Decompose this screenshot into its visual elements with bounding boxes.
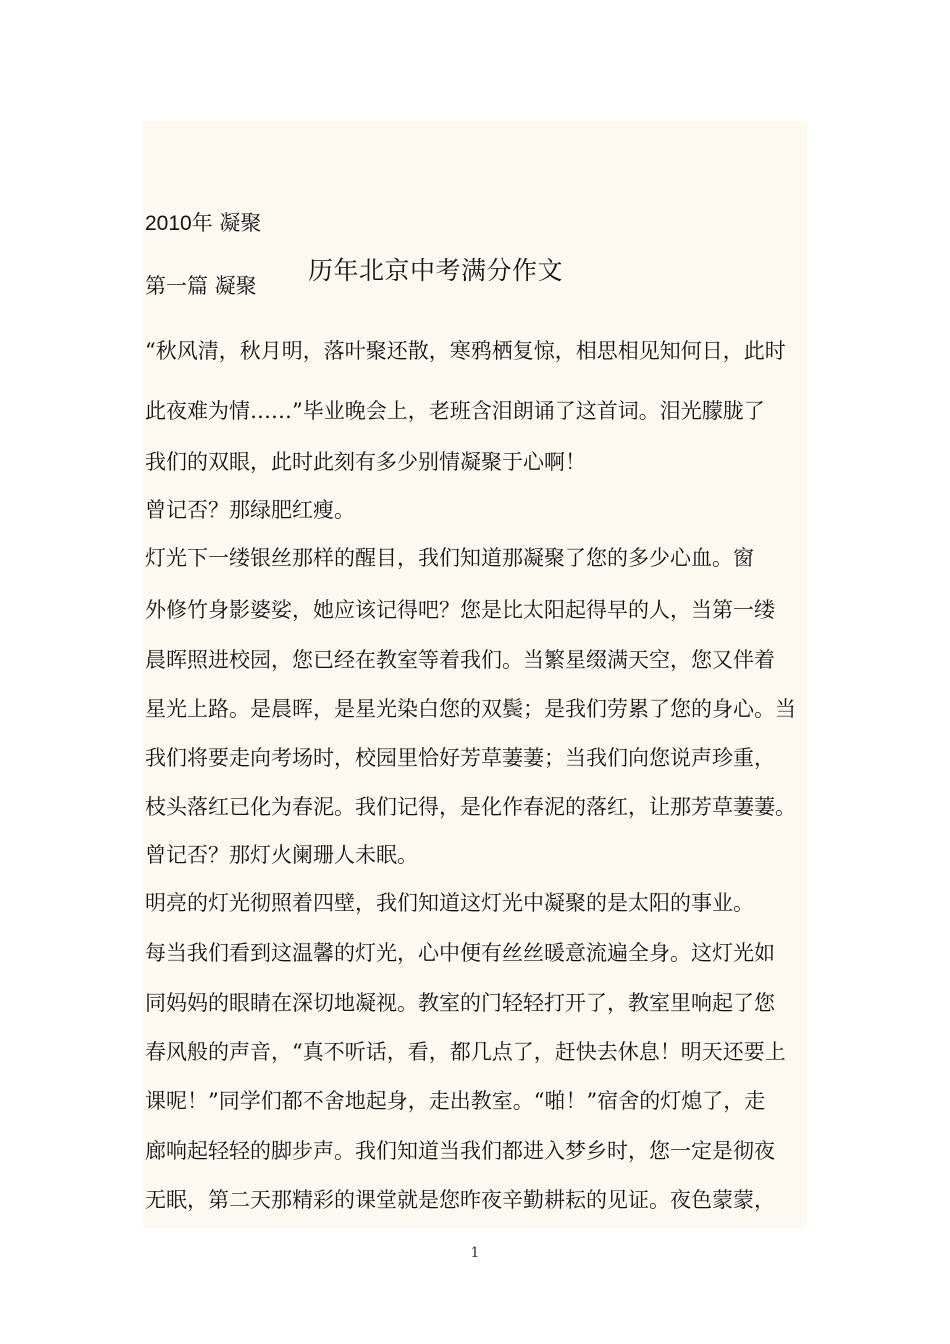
year-heading bbox=[145, 207, 261, 240]
body-line: 外修竹身影婆娑，她应该记得吧？您是比太阳起得早的人，当第一缕 bbox=[145, 598, 775, 622]
body-line: 晨晖照进校园，您已经在教室等着我们。当繁星缀满天空，您又伴着 bbox=[145, 648, 775, 672]
page-number: 1 bbox=[470, 1245, 480, 1261]
body-line: 曾记否？那灯火阑珊人未眠。 bbox=[145, 843, 418, 867]
body-line: 课呢！”同学们都不舍地起身，走出教室。“啪！”宿舍的灯熄了，走 bbox=[145, 1089, 766, 1113]
body-line: 同妈妈的眼睛在深切地凝视。教室的门轻轻打开了，教室里响起了您 bbox=[145, 991, 775, 1015]
body-line: 春风般的声音，“真不听话，看，都几点了，赶快去休息！明天还要上 bbox=[145, 1040, 786, 1064]
year-topic: 年 凝聚 bbox=[191, 211, 262, 235]
body-line: 此夜难为情……”毕业晚会上，老班含泪朗诵了这首词。泪光朦胧了 bbox=[145, 399, 765, 423]
body-line: 我们将要走向考场时，校园里恰好芳草萋萋；当我们向您说声珍重， bbox=[145, 746, 775, 770]
body-line: 曾记否？那绿肥红瘦。 bbox=[145, 498, 355, 522]
body-line: 灯光下一缕银丝那样的醒目，我们知道那凝聚了您的多少心血。窗 bbox=[145, 546, 754, 570]
body-line: 每当我们看到这温馨的灯光，心中便有丝丝暖意流遍全身。这灯光如 bbox=[145, 941, 775, 965]
body-line: 枝头落红已化为春泥。我们记得，是化作春泥的落红，让那芳草萋萋。 bbox=[145, 795, 796, 819]
body-line: 明亮的灯光彻照着四壁，我们知道这灯光中凝聚的是太阳的事业。 bbox=[145, 891, 754, 915]
body-line: 无眠，第二天那精彩的课堂就是您昨夜辛勤耕耘的见证。夜色蒙蒙， bbox=[145, 1188, 775, 1212]
body-line: 廊响起轻轻的脚步声。我们知道当我们都进入梦乡时，您一定是彻夜 bbox=[145, 1139, 775, 1163]
body-line: 星光上路。是晨晖，是星光染白您的双鬓；是我们劳累了您的身心。当 bbox=[145, 697, 796, 721]
body-line: “秋风清，秋月明，落叶聚还散，寒鸦栖复惊，相思相见知何日，此时 bbox=[145, 339, 786, 363]
year-number: 2010 bbox=[145, 212, 192, 235]
document-title: 历年北京中考满分作文 bbox=[308, 256, 564, 285]
section-heading: 第一篇 凝聚 bbox=[145, 274, 257, 298]
body-line: 我们的双眼，此时此刻有多少别情凝聚于心啊！ bbox=[145, 450, 586, 474]
